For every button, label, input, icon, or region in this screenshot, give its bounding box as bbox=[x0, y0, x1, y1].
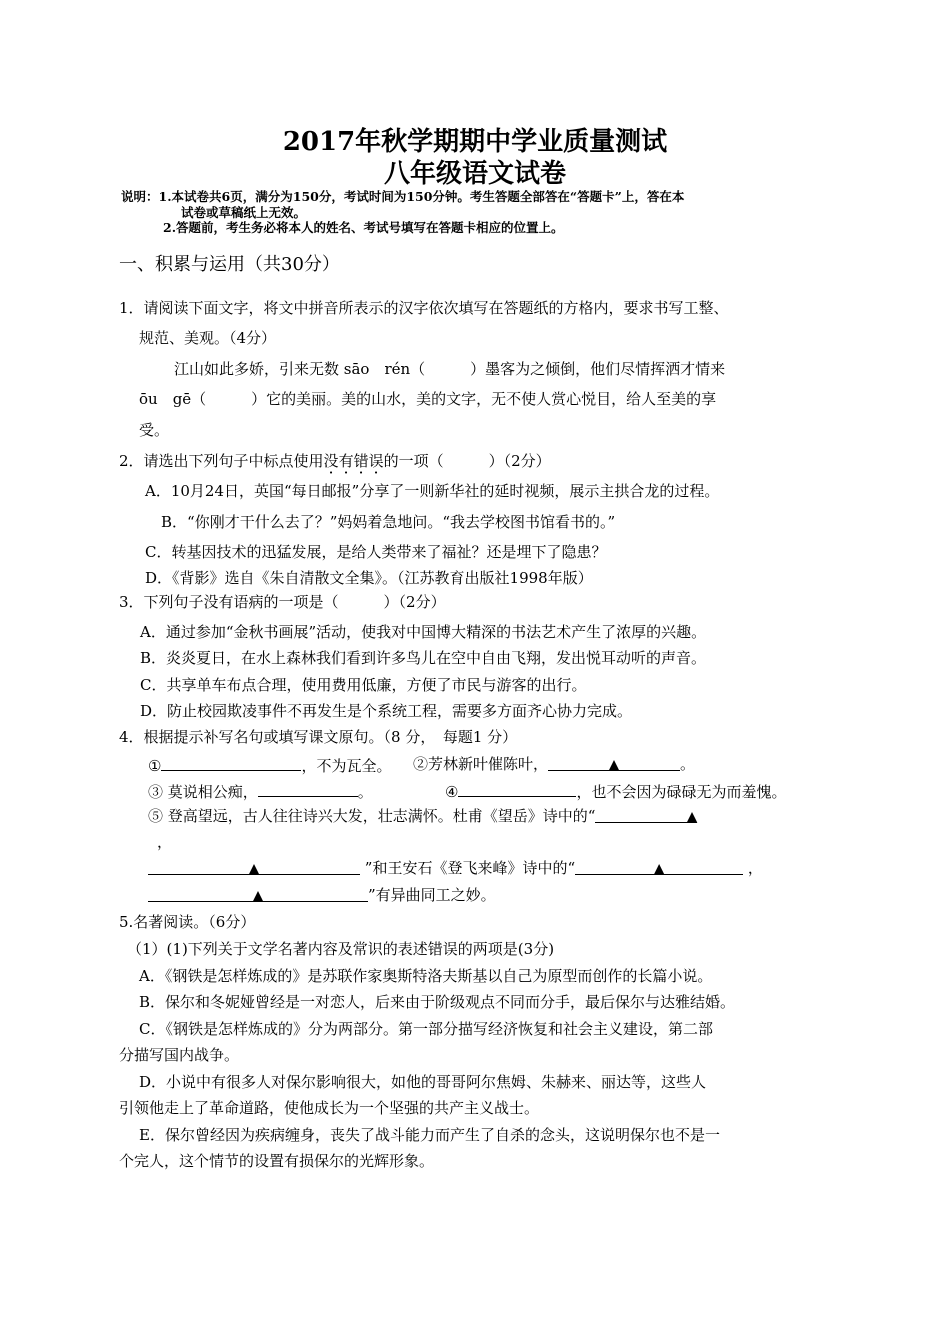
q2-stem bbox=[119, 451, 551, 471]
exam-title: 2017年秋学期期中学业质量测试 bbox=[282, 127, 668, 157]
section-heading: 一、积累与运用（共30分） bbox=[119, 254, 340, 275]
q4-item1-text: ，不为瓦全。 bbox=[301, 757, 392, 775]
q4-item5-blank3 bbox=[575, 858, 743, 875]
q1-line1: 1．请阅读下面文字，将文中拼音所表示的汉字依次填写在答题纸的方格内，要求书写工整、 bbox=[119, 299, 729, 317]
q4-item1-num: ① bbox=[148, 757, 162, 775]
q4-item3-blank bbox=[258, 780, 358, 797]
q5-option-e2: 个完人，这个情节的设置有损保尔的光辉形象。 bbox=[119, 1152, 435, 1170]
triangle-icon: ▲ bbox=[686, 809, 698, 825]
triangle-icon: ▲ bbox=[653, 861, 665, 877]
q5-option-a: A．《钢铁是怎样炼成的》是苏联作家奥斯特洛夫斯基以自己为原型而创作的长篇小说。 bbox=[139, 967, 713, 985]
q4-item2-end: 。 bbox=[680, 755, 696, 773]
q5-sub1: （1）(1)下列关于文学名著内容及常识的表述错误的两项是(3分) bbox=[127, 940, 555, 958]
q4-item4-blank bbox=[458, 780, 576, 797]
q2-option-a: A．10月24日，英国“每日邮报”分享了一则新华社的延时视频，展示主拱合龙的过程。 bbox=[145, 482, 720, 500]
q3-option-d: D．防止校园欺凌事件不再发生是个系统工程，需要多方面齐心协力完成。 bbox=[140, 702, 633, 720]
q4-item1 bbox=[148, 754, 391, 776]
q3-option-a: A．通过参加“金秋书画展”活动，使我对中国博大精深的书法艺术产生了浓厚的兴趣。 bbox=[140, 623, 707, 641]
note-1b: 试卷或草稿纸上无效。 bbox=[181, 205, 307, 220]
q5-stem: 5.名著阅读。（6分） bbox=[119, 913, 256, 931]
q4-item2-text: ②芳林新叶催陈叶， bbox=[413, 755, 549, 773]
q5-option-c2: 分描写国内战争。 bbox=[119, 1046, 240, 1064]
note-2: 2.答题前，考生务必将本人的姓名、考试号填写在答题卡相应的位置上。 bbox=[163, 220, 564, 235]
q4-item5-mid: ”和王安石《登飞来峰》诗中的“ bbox=[364, 859, 576, 877]
q4-item5-text: ⑤ 登高望远，古人往往诗兴大发，壮志满怀。杜甫《望岳》诗中的“ bbox=[148, 807, 596, 825]
q1-line4: ōu gē（ ）它的美丽。美的山水，美的文字，无不使人赏心悦目，给人至美的享 bbox=[139, 390, 717, 408]
q4-item4 bbox=[445, 780, 786, 802]
q3-option-c: C．共享单车布点合理，使用费用低廉，方便了市民与游客的出行。 bbox=[140, 676, 587, 694]
q4-item5-comma: ， bbox=[157, 833, 173, 851]
q2-stem-b: 的一项（ ）（2分） bbox=[383, 452, 551, 470]
q3-stem: 3．下列句子没有语病的一项是（ ）（2分） bbox=[119, 593, 446, 611]
q4-item5-end: ”有异曲同工之妙。 bbox=[368, 886, 496, 904]
q5-option-b: B．保尔和冬妮娅曾经是一对恋人，后来由于阶级观点不同而分手，最后保尔与达雅结婚。 bbox=[139, 993, 736, 1011]
q5-option-d2: 引领他走上了革命道路，使他成长为一个坚强的共产主义战士。 bbox=[119, 1099, 540, 1117]
q4-item4-num: ④ bbox=[445, 783, 459, 801]
emphasis-char: 误 bbox=[368, 452, 384, 470]
triangle-icon: ▲ bbox=[248, 861, 260, 877]
q4-item3 bbox=[148, 780, 373, 802]
q4-item5-line2 bbox=[148, 858, 763, 878]
triangle-icon: ▲ bbox=[608, 757, 620, 773]
q4-item5-line3 bbox=[148, 885, 496, 905]
q4-stem: 4．根据提示补写名句或填写课文原句。（8 分， 每题1 分） bbox=[119, 728, 518, 746]
q2-stem-emphasis bbox=[324, 452, 384, 470]
emphasis-char: 没 bbox=[323, 452, 339, 470]
q4-item5-blank1 bbox=[595, 806, 697, 823]
q4-item2-blank bbox=[548, 754, 680, 771]
q2-stem-dots bbox=[324, 452, 384, 470]
exam-subtitle: 八年级语文试卷 bbox=[383, 159, 566, 189]
q1-line3: 江山如此多娇，引来无数 sāo rén（ ）墨客为之倾倒，他们尽情挥洒才情来 bbox=[174, 360, 726, 378]
emphasis-char: 有 bbox=[338, 452, 354, 470]
q1-line2: 规范、美观。（4分） bbox=[139, 329, 277, 347]
note-1a: 说明：1.本试卷共6页，满分为150分，考试时间为150分钟。考生答题全部答在“答题卡”上，答在本 bbox=[121, 189, 685, 204]
q5-option-e1: E．保尔曾经因为疾病缠身，丧失了战斗能力而产生了自杀的念头，这说明保尔也不是一 bbox=[139, 1126, 720, 1144]
q5-option-c1: C．《钢铁是怎样炼成的》分为两部分。第一部分描写经济恢复和社会主义建设，第二部 bbox=[139, 1020, 713, 1038]
q4-item5 bbox=[148, 806, 697, 826]
q4-item5-blank4 bbox=[148, 885, 368, 902]
q2-option-d: D．《背影》选自《朱自清散文全集》。（江苏教育出版社1998年版） bbox=[145, 569, 593, 587]
q3-option-b: B．炎炎夏日，在水上森林我们看到许多鸟儿在空中自由飞翔，发出悦耳动听的声音。 bbox=[140, 649, 707, 667]
q4-item4-text: ，也不会因为碌碌无为而羞愧。 bbox=[576, 783, 787, 801]
q4-item2 bbox=[413, 754, 695, 774]
q2-option-c: C．转基因技术的迅猛发展，是给人类带来了福祉？还是埋下了隐患？ bbox=[145, 543, 607, 561]
triangle-icon: ▲ bbox=[252, 888, 264, 904]
q5-option-d1: D．小说中有很多人对保尔影响很大，如他的哥哥阿尔焦姆、朱赫来、丽达等，这些人 bbox=[139, 1073, 707, 1091]
q1-line5: 受。 bbox=[139, 421, 170, 439]
emphasis-char: 错 bbox=[353, 452, 369, 470]
q4-item3-dot: 。 bbox=[357, 783, 373, 801]
q4-item1-blank bbox=[161, 754, 301, 771]
q4-item5-comma2: ， bbox=[747, 859, 763, 877]
q2-stem-a: 2．请选出下列句子中标点使用 bbox=[119, 452, 324, 470]
q2-option-b: B．“你刚才干什么去了？”妈妈着急地问。“我去学校图书馆看书的。” bbox=[161, 513, 616, 531]
q4-item5-blank2 bbox=[148, 858, 360, 875]
q4-item3-text: ③ 莫说相公痴， bbox=[148, 783, 258, 801]
